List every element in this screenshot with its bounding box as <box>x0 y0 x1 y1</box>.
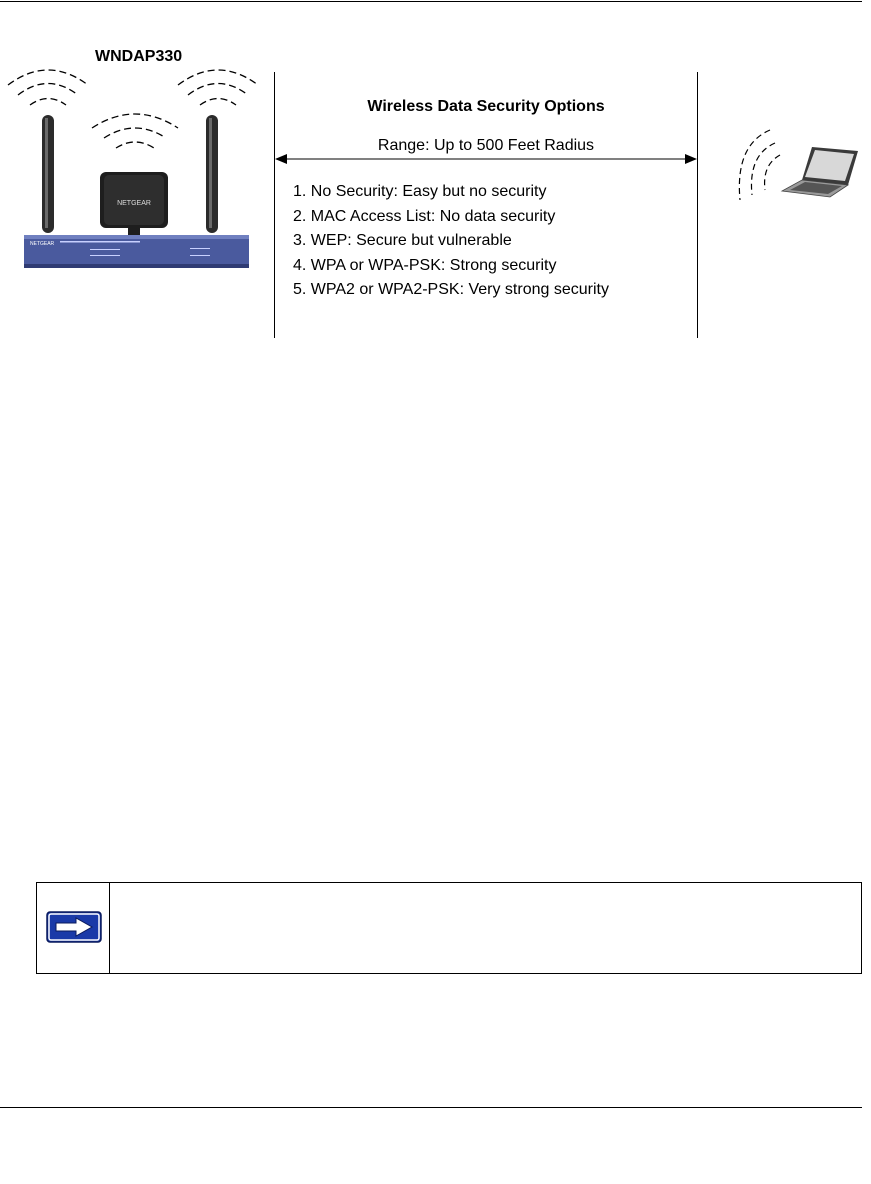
figure-title: Wireless Data Security Options <box>367 98 605 115</box>
device-label: WNDAP330 <box>95 48 183 65</box>
svg-text:NETGEAR: NETGEAR <box>30 241 55 247</box>
note-icon-cell <box>37 883 110 973</box>
header-rule <box>0 1 862 2</box>
security-option: 4. WPA or WPA-PSK: Strong security <box>293 256 557 274</box>
range-label: Range: Up to 500 Feet Radius <box>377 137 595 154</box>
module-brand-text: NETGEAR <box>117 200 151 207</box>
footer-rule <box>0 1107 862 1108</box>
security-option: 2. MAC Access List: No data security <box>293 207 556 225</box>
laptop-illustration <box>730 125 865 205</box>
range-boundary-right <box>697 72 698 338</box>
range-boundary-left <box>274 72 275 338</box>
note-box <box>36 882 862 974</box>
security-option: 5. WPA2 or WPA2-PSK: Very strong security <box>293 281 609 298</box>
wireless-security-figure <box>0 30 871 340</box>
security-option: 3. WEP: Secure but vulnerable <box>293 232 512 249</box>
security-options-list <box>293 180 609 303</box>
range-arrow <box>275 152 697 166</box>
router-illustration <box>0 60 280 275</box>
right-arrow-icon <box>46 911 102 943</box>
security-option: 1. No Security: Easy but no security <box>293 183 547 200</box>
